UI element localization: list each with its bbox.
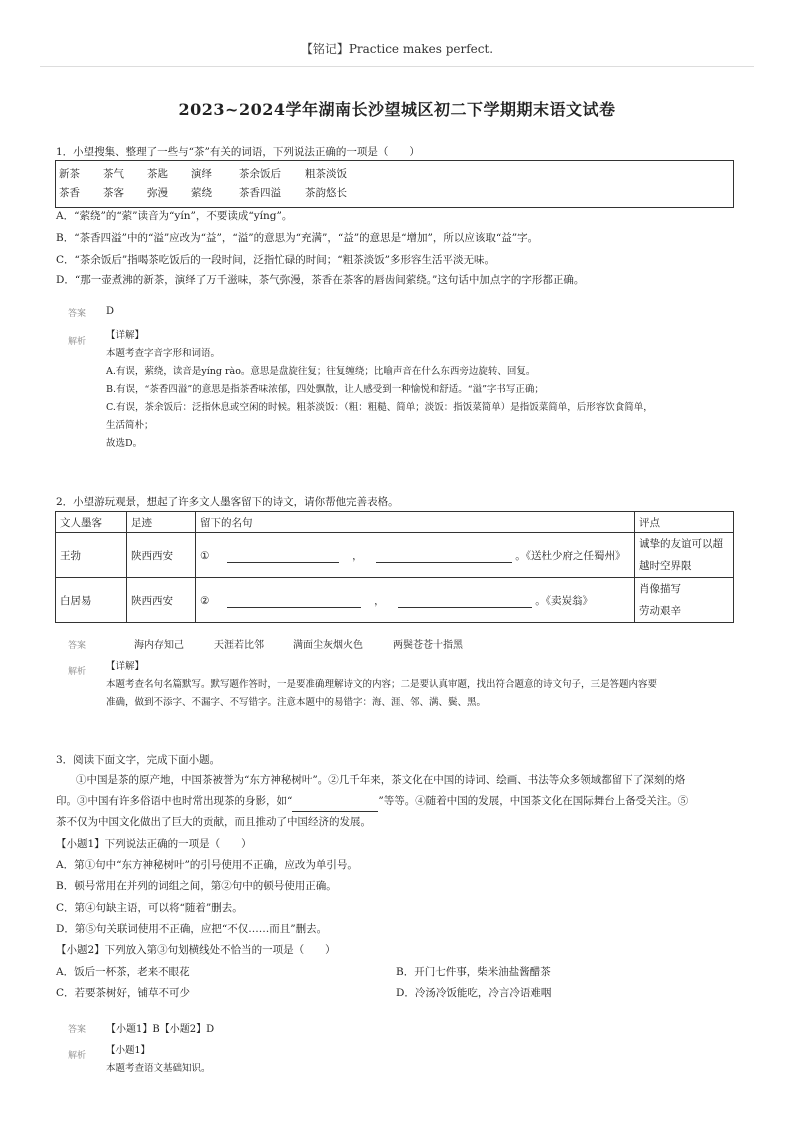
q3-sub1-option-b: B．顿号常用在并列的词组之间，第②句中的顿号使用正确。	[56, 880, 337, 892]
q3-sub2-option-c: C．若要茶树好，铺草不可少	[56, 987, 191, 999]
q3-sub2-stem: 【小题2】下列放入第③句划横线处不恰当的一项是（ ）	[56, 944, 336, 956]
q1-word-box	[55, 160, 734, 208]
exam-title: 2023~2024学年湖南长沙望城区初二下学期期末语文试卷	[178, 100, 616, 119]
q3-sub1-stem: 【小题1】下列说法正确的一项是（ ）	[56, 838, 252, 850]
q1-option-b: B．“茶香四溢”中的“溢”应改为“益”，“溢”的意思为“充满”，“益”的意思是“增加”，所以应该取“益”字。	[56, 232, 539, 244]
q1-option-c: C．“茶余饭后”指喝茶吃饭后的一段时间，泛指忙碌的时间；“粗茶淡饭”多形容生活平淡无味。	[56, 254, 496, 266]
q3-sub1-option-c: C．第④句缺主语，可以将“随着”删去。	[56, 902, 243, 914]
q1-stem: 1．小望搜集、整理了一些与“茶”有关的词语，下列说法正确的一项是（ ）	[56, 146, 420, 158]
q3-blank[interactable]	[292, 799, 378, 812]
q2-blank-4[interactable]	[398, 595, 532, 608]
q3-analysis-label: 解析	[68, 1051, 87, 1061]
q1-answer: D	[106, 306, 115, 317]
q3-sub2-option-b: B．开门七件事，柴米油盐酱醋茶	[396, 966, 551, 978]
q3-passage: ①中国是茶的原产地，中国茶被誉为“东方神秘树叶”。②几千年来，茶文化在中国的诗词、绘画、书法等众多领域都留下了深刻的烙 印。③中国有许多俗语中也时常出现茶的身影，如“ ”等等。④随着中国的发展，中国茶文化在国际舞台上备受关注。⑤ 茶不仅为中国文化做出了巨大的贡献，而且推动了中国经济的发展。	[56, 774, 689, 828]
header-divider	[40, 66, 754, 67]
q2-blank-2[interactable]	[376, 550, 512, 563]
q2-stem: 2．小望游玩观景，想起了许多文人墨客留下的诗文，请你帮他完善表格。	[56, 496, 399, 508]
q2-table-header: 文人墨客 足迹 留下的名句 评点	[56, 512, 734, 533]
q3-answer: 【小题1】B【小题2】D	[106, 1024, 215, 1035]
q2-analysis: 【详解】 本题考查名句名篇默写。默写题作答时，一是要准确理解诗文的内容；二是要认真审题，找出符合题意的诗文句子，三是答题内容要 准确，做到不添字、不漏字、不写错字。注意本题中的易错字：海、涯、邻、满、鬓、黑。	[106, 661, 658, 708]
q3-sub1-option-d: D．第⑤句关联词使用不正确，应把“不仅……而且”删去。	[56, 923, 328, 935]
q1-analysis: 【详解】 本题考查字音字形和词语。 A.有误，萦绕，读音是yíng rào。意思是盘旋往复；往复缠绕；比喻声音在什么东西旁边旋转、回复。 B.有误，“茶香四溢”的意思是指茶香味浓郁，四处飘散，让人感受到一种愉悦和舒适。“溢”字书写正确； C.有误，茶余饭后：泛指休息或空闲的时候。粗茶淡饭：（粗：粗糙、简单；淡饭：指饭菜简单）是指饭菜简单，后形容饮食简单， 生活简朴； 故选D。	[106, 330, 653, 449]
q1-analysis-label: 解析	[68, 337, 87, 347]
q1-word-row-2: 茶香 茶客 弥漫 萦绕 茶香四溢 茶韵悠长	[59, 187, 347, 199]
q2-blank-1[interactable]	[227, 550, 339, 563]
q2-poem-table	[55, 511, 734, 623]
q2-row-baijuyi: 白居易 陕西西安 ② ， 。《卖炭翁》 肖像描写 劳动艰辛	[56, 578, 734, 623]
q3-stem: 3．阅读下面文字，完成下面小题。	[56, 754, 221, 766]
q3-sub2-option-d: D．冷汤冷饭能吃，冷言冷语难咽	[396, 987, 552, 999]
q2-blank-3[interactable]	[227, 595, 361, 608]
motto-header: 【铭记】Practice makes perfect.	[300, 42, 494, 56]
q3-analysis: 【小题1】 本题考查语文基础知识。	[106, 1045, 211, 1074]
q2-row-wangbo: 王勃 陕西西安 ① ， 。《送杜少府之任蜀州》 诚挚的友谊可以超 越时空界限	[56, 533, 734, 578]
q2-answer-label: 答案	[68, 641, 87, 651]
q1-option-d: D．“那一壶煮沸的新茶，演绎了万千滋味，茶气弥漫，茶香在茶客的唇齿间萦绕。”这句话中加点字的字形都正确。	[56, 274, 585, 286]
q2-analysis-label: 解析	[68, 667, 87, 677]
q2-answers: 海内存知己 天涯若比邻 满面尘灰烟火色 两鬓苍苍十指黑	[134, 640, 463, 651]
q1-option-a: A．“萦绕”的“萦”读音为“yín”，不要读成“yíng”。	[56, 210, 293, 222]
q1-word-row-1: 新茶 茶气 茶匙 演绎 茶余饭后 粗茶淡饭	[59, 168, 347, 180]
q3-answer-label: 答案	[68, 1025, 87, 1035]
q3-sub2-option-a: A．饭后一杯茶，老来不眼花	[56, 966, 190, 978]
q3-sub1-option-a: A．第①句中“东方神秘树叶”的引号使用不正确，应改为单引号。	[56, 859, 358, 871]
q1-answer-label: 答案	[68, 309, 87, 319]
